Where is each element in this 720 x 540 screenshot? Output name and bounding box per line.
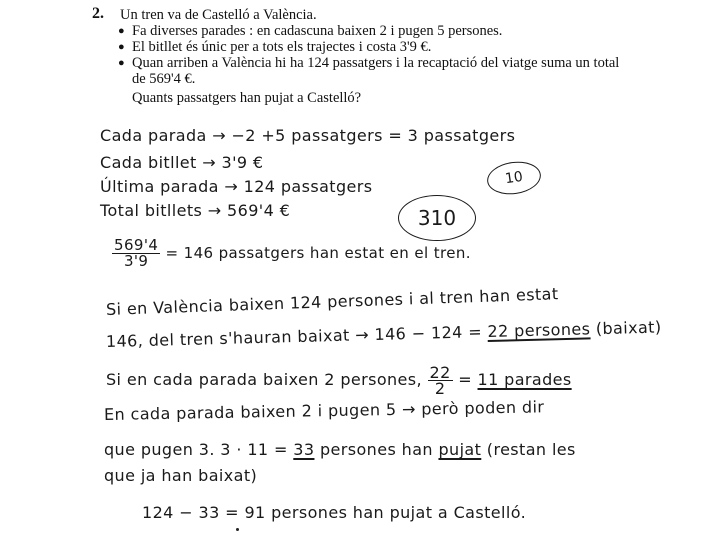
handwritten-line-10: que pugen 3. 3 · 11 = 33 persones han pujat (restan les — [104, 440, 576, 459]
bullet-icon: ● — [118, 41, 125, 53]
fraction-22-over-2: $\frac{22}{2}$ — [429, 363, 451, 398]
problem-question: Quants passatgers han pujat a Castelló? — [132, 90, 362, 106]
handwritten-line-9: En cada parada baixen 2 i pugen 5 → però poden dir — [103, 397, 545, 424]
handwritten-line-12: 124 − 33 = 91 persones han pujat a Castelló. — [142, 503, 527, 522]
handwritten-line-6: Si en València baixen 124 persones i al tren han estat — [105, 284, 559, 319]
handwritten-line-8: Si en cada parada baixen 2 persones, $\frac{22}{2}$ = 11 parades — [106, 363, 572, 398]
handwritten-line-4: Total bitllets → 569'4 € — [100, 201, 291, 220]
fraction-569-over-39: $\frac{569'4}{3'9}$ — [114, 236, 159, 270]
handwritten-line-1: Cada parada → −2 +5 passatgers = 3 passatgers — [100, 126, 516, 145]
bullet-item: ● El bitllet és únic per a tots els trajectes i costa 3'9 €. — [118, 39, 432, 55]
problem-title: Un tren va de Castelló a València. — [120, 7, 317, 23]
handwritten-line-3: Última parada → 124 passatgers — [100, 177, 373, 196]
handwritten-line-7: 146, del tren s'hauran baixat → 146 − 124 = 22 persones (baixat) — [105, 317, 662, 351]
bullet-icon: ● — [118, 57, 125, 69]
score-note: 10 — [485, 158, 543, 197]
answer-circled: 310 — [398, 195, 476, 241]
bullet-item: ● Fa diverses parades : en cadascuna baixen 2 i pugen 5 persones. — [118, 23, 503, 39]
problem-bullets — [114, 23, 634, 87]
handwritten-line-2: Cada bitllet → 3'9 € — [100, 153, 264, 172]
handwritten-line-11: que ja han baixat) — [104, 466, 258, 485]
ink-dot — [236, 528, 239, 531]
problem-number: 2. — [92, 5, 104, 22]
bullet-icon: ● — [118, 25, 125, 37]
bullet-item: ● Quan arriben a València hi ha 124 passatgers i la recaptació del viatge suma un total de 569'4 €. — [118, 55, 620, 87]
handwritten-line-5: $\frac{569'4}{3'9}$ = 146 passatgers han estat en el tren. — [114, 236, 471, 270]
